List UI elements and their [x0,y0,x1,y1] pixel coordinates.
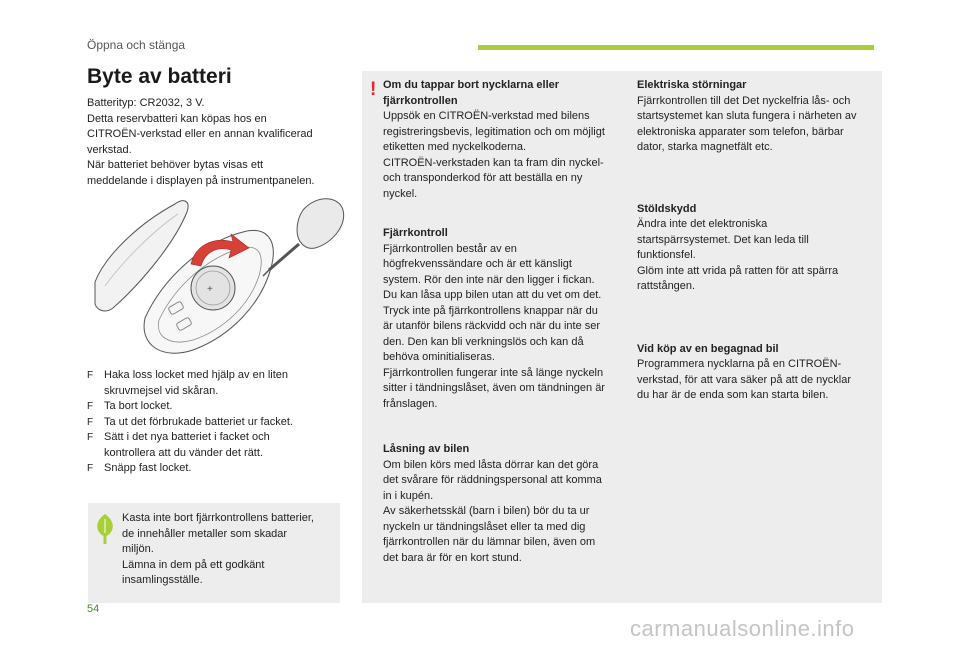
intro-text [87,96,342,189]
body-line: det bara är för en kort stund. [383,551,522,564]
step-item [87,415,342,431]
step-text: Ta ut det förbrukade batteriet ur facket. [104,415,293,428]
body-line: Om bilen körs med låsta dörrar kan det göra [383,458,599,471]
watermark: carmanualsonline.info [630,616,855,641]
body-line: CITROËN-verkstaden kan ta fram din nyckel- [383,156,604,169]
body-line: rattstången. [637,280,696,292]
body-line: Du kan låsa upp bilen utan att du vet om det. [383,289,602,301]
body-line: dator, starka magnetfält etc. [637,141,773,153]
leaf-recycle-icon [94,513,116,545]
body-line: det svårare för räddningspersonal att komma [383,474,602,486]
section-heading: Låsning av bilen [383,443,470,455]
intro-line: meddelande i displayen på instrumentpanelen. [87,174,315,187]
note-line: Kasta inte bort fjärrkontrollens batterier, [122,512,314,524]
step-text: Snäpp fast locket. [104,462,192,474]
page-number: 54 [87,603,100,615]
step-bullet: F [87,401,94,412]
intro-line: När batteriet behöver bytas visas ett [87,159,264,171]
step-text: kontrollera att du vänder det rätt. [104,446,263,459]
environment-note [88,503,340,603]
header-accent-bar [478,45,874,50]
intro-line: verkstad. [87,143,132,156]
body-line: system. Rör den inte när den ligger i fickan. [383,273,595,286]
steps-list [87,368,342,477]
section-heading: fjärrkontrollen [383,94,458,107]
intro-line: Batterityp: CR2032, 3 V. [87,97,205,109]
warning-section-interference [637,78,882,156]
screwdriver-icon [297,199,344,249]
warning-column-1 [383,78,633,566]
warning-section-lost-keys [383,78,633,202]
body-line: fjärrkontrollen när du lämnar bilen, även om [383,536,596,548]
step-text: Sätt i det nya batteriet i facket och [104,431,270,443]
warning-exclamation-icon: ! [370,79,377,100]
body-line: Programmera nycklarna på en CITROËN- [637,358,842,370]
body-line: är utanför bilens räckvidd och när du inte ser [383,320,601,332]
warning-section-locking [383,442,633,566]
step-bullet: F [87,432,94,443]
body-line: Glöm inte att vrida på ratten för att spärra [637,264,839,277]
body-line: nyckeln ur tändningslåset eller ta med dig [383,520,586,533]
body-line: etiketten med nyckelkoderna. [383,141,527,153]
body-line: den. Den kan bli verkningslös och kan då [383,335,584,348]
body-line: Uppsök en CITROËN-verkstad med bilens [383,110,590,122]
step-text: skruvmejsel vid skåran. [104,384,219,397]
step-item [87,399,342,415]
svg-text:+: + [207,284,213,295]
body-line: nyckel. [383,187,418,200]
section-heading: Elektriska störningar [637,79,747,91]
step-bullet: F [87,416,94,428]
step-item [87,368,342,399]
body-line: högfrekvenssändare och är ett känsligt [383,258,572,270]
step-item [87,461,342,477]
section-heading: Stöldskydd [637,202,697,215]
body-line: Tryck inte på fjärrkontrollens knappar när du [383,304,598,317]
section-heading: Vid köp av en begagnad bil [637,342,779,355]
step-item [87,430,342,461]
key-battery-illustration [83,186,348,366]
body-line: Fjärrkontrollen fungerar inte så länge nyckeln [383,366,604,379]
step-text: Ta bort locket. [104,400,173,412]
warning-section-remote [383,226,633,412]
body-line: verkstad, för att vara säker på att de nycklar [637,373,851,386]
section-heading: Om du tappar bort nycklarna eller [383,79,560,91]
body-line: Fjärrkontrollen till det Det nyckelfria lås- och [637,94,851,107]
warning-column-2 [637,78,882,404]
body-line: behöva ominitialiseras. [383,351,495,363]
intro-line: Detta reservbatteri kan köpas hos en [87,112,267,125]
body-line: Av säkerhetsskäl (barn i bilen) bör du ta ur [383,505,590,517]
battery-cell [191,266,235,310]
body-line: Fjärrkontrollen består av en [383,242,517,255]
step-text: Haka loss locket med hjälp av en liten [104,369,289,381]
body-line: och transponderkod för att beställa en ny [383,172,583,184]
note-line: Lämna in dem på ett godkänt [122,558,265,571]
body-line: du har är de enda som kan starta bilen. [637,389,829,401]
body-line: elektroniska apparater som telefon, bärbar [637,125,844,138]
intro-line: CITROËN-verkstad eller en annan kvalificerad [87,128,313,140]
page-title: Byte av batteri [87,65,232,88]
note-line: miljön. [122,543,154,555]
body-line: startspärrsystemet. Det kan leda till [637,233,809,246]
note-line: de innehåller metaller som skadar [122,527,288,540]
body-line: funktionsfel. [637,249,696,261]
note-line: insamlingsställe. [122,574,203,586]
section-heading: Fjärrkontroll [383,227,448,239]
warning-section-antitheft [637,202,882,295]
body-line: sitter i tändningslåset, även om tändningen är [383,382,605,394]
body-line: frånslagen. [383,397,438,410]
step-bullet: F [87,463,94,474]
step-bullet: F [87,370,94,381]
body-line: startsystemet kan sluta fungera i närheten av [637,110,857,122]
body-line: Ändra inte det elektroniska [637,218,768,230]
warning-section-used-car [637,342,882,404]
environment-note-text [122,511,337,589]
section-label: Öppna och stänga [87,38,186,52]
body-line: in i kupén. [383,489,434,502]
body-line: registreringsbevis, legitimation och om möjligt [383,125,605,138]
